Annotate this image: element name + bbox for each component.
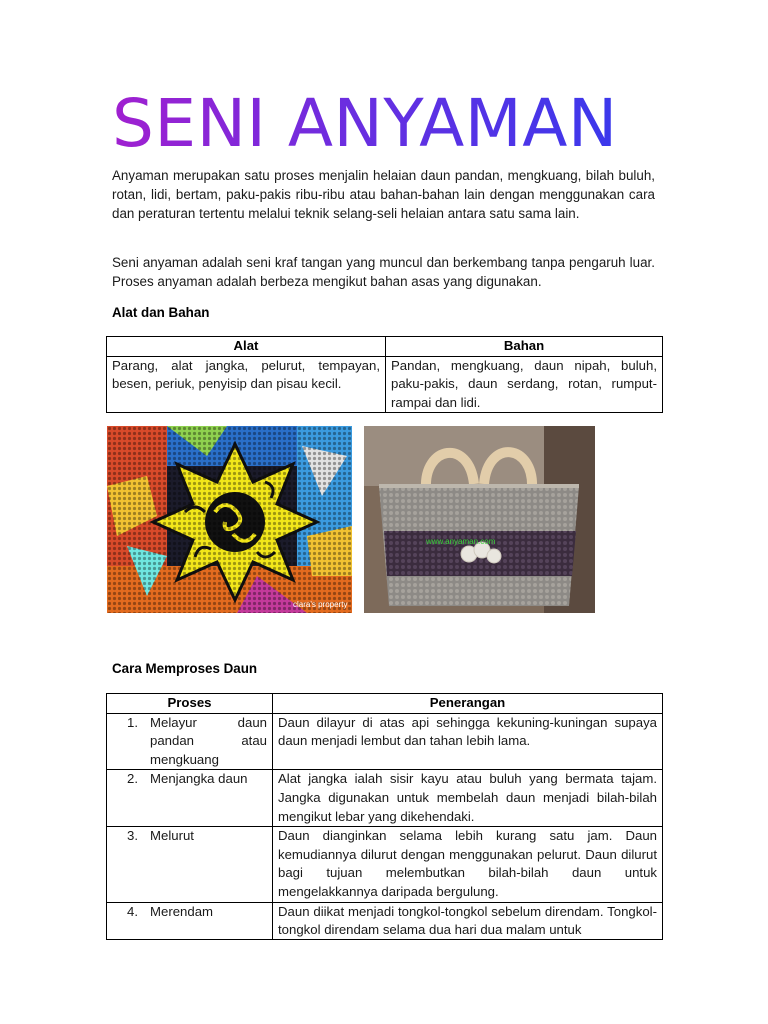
img1-watermark: clara's property bbox=[293, 600, 348, 609]
col-header-penerangan: Penerangan bbox=[273, 694, 663, 714]
row-number: 4. bbox=[127, 903, 138, 919]
col-header-bahan: Bahan bbox=[386, 337, 663, 357]
table-row bbox=[107, 827, 663, 902]
row-number: 2. bbox=[127, 771, 138, 787]
table-header-row bbox=[107, 337, 663, 357]
leaf-process-table bbox=[106, 693, 663, 940]
row-number: 3. bbox=[127, 828, 138, 844]
page-title: SENI ANYAMAN bbox=[112, 84, 712, 164]
table-header-row bbox=[107, 694, 663, 714]
process-description: Daun diikat menjadi tongkol-tongkol sebelum direndam. Tongkol-tongkol direndam selama dua hari dua malam untuk bbox=[278, 903, 657, 938]
table-row bbox=[107, 902, 663, 939]
intro-paragraph: Anyaman merupakan satu proses menjalin helaian daun pandan, mengkuang, bilah buluh, rotan, lidi, bertam, paku-pakis ribu-ribu atau bahan-bahan lain dengan menggunakan cara dan peraturan tertentu melalui teknik selang-seli helaian antara satu sama lain. bbox=[112, 168, 655, 221]
col-header-alat: Alat bbox=[107, 337, 386, 357]
col-header-proses: Proses bbox=[107, 694, 273, 714]
process-description: Alat jangka ialah sisir kayu atau buluh yang bermata tajam. Jangka digunakan untuk membelah daun menjadi bilah-bilah mengikut lebar yang dikehendaki. bbox=[273, 770, 663, 827]
alat-cell: Parang, alat jangka, pelurut, tempayan, besen, periuk, penyisip dan pisau kecil. bbox=[107, 356, 386, 413]
row-number: 1. bbox=[127, 714, 138, 730]
table-row bbox=[107, 770, 663, 827]
bahan-cell: Pandan, mengkuang, daun nipah, buluh, paku-pakis, daun serdang, rotan, rumput-rampai dan lidi. bbox=[386, 356, 663, 413]
tools-materials-table bbox=[106, 336, 663, 413]
process-name: Merendam bbox=[150, 903, 214, 919]
process-name: Melayur daun pandan atau mengkuang bbox=[150, 714, 267, 767]
beaded-mat-photo bbox=[107, 426, 352, 613]
process-name: Melurut bbox=[150, 828, 194, 844]
table-row bbox=[107, 713, 663, 770]
process-description: Daun dianginkan selama lebih kurang satu jam. Daun kemudiannya dilurut dengan menggunakan pelurut. Daun dilurut bagi tujuan melembutkan bilah-bilah daun untuk mengelakkannya daripada bergulung. bbox=[273, 827, 663, 902]
woven-bag-photo bbox=[364, 426, 595, 613]
tools-materials-heading: Alat dan Bahan bbox=[112, 305, 210, 320]
process-description: Daun dilayur di atas api sehingga kekuning-kuningan supaya daun menjadi lembut dan tahan lebih lama. bbox=[273, 713, 663, 770]
img2-watermark: www.anyaman.com bbox=[426, 537, 496, 546]
leaf-process-heading: Cara Memproses Daun bbox=[112, 661, 258, 676]
second-paragraph: Seni anyaman adalah seni kraf tangan yang muncul dan berkembang tanpa pengaruh luar. Proses anyaman adalah berbeza mengikut bahan asas yang digunakan. bbox=[112, 255, 655, 289]
table-row bbox=[107, 356, 663, 413]
process-name: Menjangka daun bbox=[150, 771, 248, 787]
